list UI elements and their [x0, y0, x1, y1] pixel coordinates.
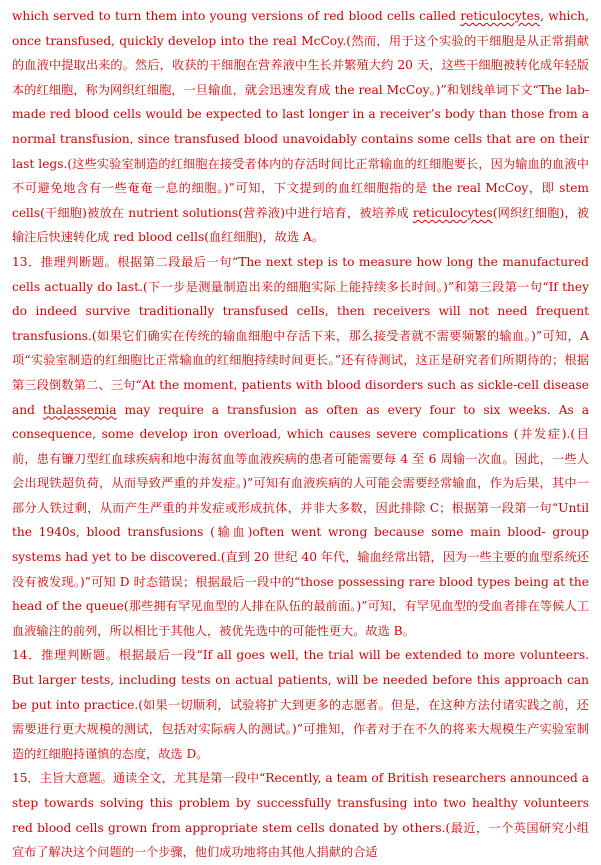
answer-paragraph-15 [12, 766, 589, 864]
underlined-word-reticulocytes: reticulocytes [412, 205, 493, 220]
text-segment: , which, once transfused, quickly develop into the real McCoy.(然而，用于这个实验的干细胞是从正常捐献的血液中提取出来的。然后，收获的干细胞在营养液中生长并繁殖大约 20 天，这些干细胞被转化成年轻版本的红细胞，称为网织红细胞，一旦输血，就会迅速发育成 the real McCoy。)”和划线单词下文“The lab-made red blood cells would be expected to last longer in a receiver’s body than those from a normal transfusion, since transfused blood unavoidably contains some cells that are on their last legs.(这些实验室制造的红细胞在接受者体内的存活时间比正常输血的红细胞要长，因为输血的血液中不可避免地含有一些奄奄一息的细胞。)”可知，下文提到的血红细胞指的是 the real McCoy，即 stem cells(干细胞)被放在 nutrient solutions(营养液)中进行培育，被培养成 [12, 9, 589, 220]
text-segment: 14．推理判断题。根据最后一段“If all goes well, the trial will be extended to more volunteers. But larger tests, including tests on actual patients, will be needed before this approach can be put into practice.(如果一切顺利，试验将扩大到更多的志愿者。但是，在这种方法付诸实践之前，还需要进行更大规模的测试，包括对实际病人的测试。)”可推知，作者对于在不久的将来大规模生产实验室制造的红细胞持谨慎的态度，故选 D。 [12, 648, 589, 761]
text-segment: which served to turn them into young versions of red blood cells called [12, 9, 461, 23]
text-segment: (网织红细胞)，被输注后快速转化成 red blood cells(血红细胞)，故选 A。 [12, 205, 589, 245]
text-segment: 13．推理判断题。根据第二段最后一句“The next step is to measure how long the manufactured cells actually do last.(下一步是测量制造出来的细胞实际上能持续多长时间。)”和第三段第一句“If they do indeed survive traditionally transfused cells, then receivers will not need frequent transfusions.(如果它们确实在传统的输血细胞中存活下来，那么接受者就不需要频繁的输血。)”可知，A 项“实验室制造的红细胞比正常输血的红细胞持续时间更长。”还有待测试，这正是研究者们所期待的；根据第三段倒数第二、三句“At the moment, patients with blood disorders such as sickle-cell disease and [12, 254, 589, 417]
text-segment: may require a transfusion as often as every four to six weeks. As a consequence, some develop iron overload, which causes severe complications (并发症).(目前，患有镰刀型红血球疾病和地中海贫血等血液疾病的患者可能需要每 4 至 6 周输一次血。因此，一些人会出现铁超负荷，从而导致严重的并发症。)”可知有血液疾病的人可能会需要经常输血，作为后果，其中一部分人铁过剩，从而产生严重的并发症或形成抗体，并非大多数，因此排除 C；根据第一段第一句“Until the 1940s, blood transfusions (输血)often went wrong because some main blood- group systems had yet to be discovered.(直到 20 世纪 40 年代，输血经常出错，因为一些主要的血型系统还没有被发现。)”可知 D 时态错误；根据最后一段中的“those possessing rare blood types being at the head of the queue(那些拥有罕见血型的人排在队伍的最前面。)”可知，有罕见血型的受血者排在等候人工血液输注的前列，所以相比于其他人，被优先选中的可能性更大。故选 B。 [12, 402, 589, 638]
answer-paragraph-13 [12, 250, 589, 644]
answer-paragraph-12-continued [12, 4, 589, 250]
text-segment: 15．主旨大意题。通读全文，尤其是第一段中“Recently, a team of British researchers announced a step towards solving this problem by successfully transfusing into two healthy volunteers red blood cells grown from appropriate stem cells donated by others.(最近，一个英国研究小组宣布了解决这个问题的一个步骤，他们成功地将由其他人捐献的合适 [12, 771, 589, 860]
underlined-word-thalassemia: thalassemia [42, 402, 117, 417]
underlined-word-reticulocytes: reticulocytes [460, 9, 541, 23]
answer-paragraph-14 [12, 643, 589, 766]
